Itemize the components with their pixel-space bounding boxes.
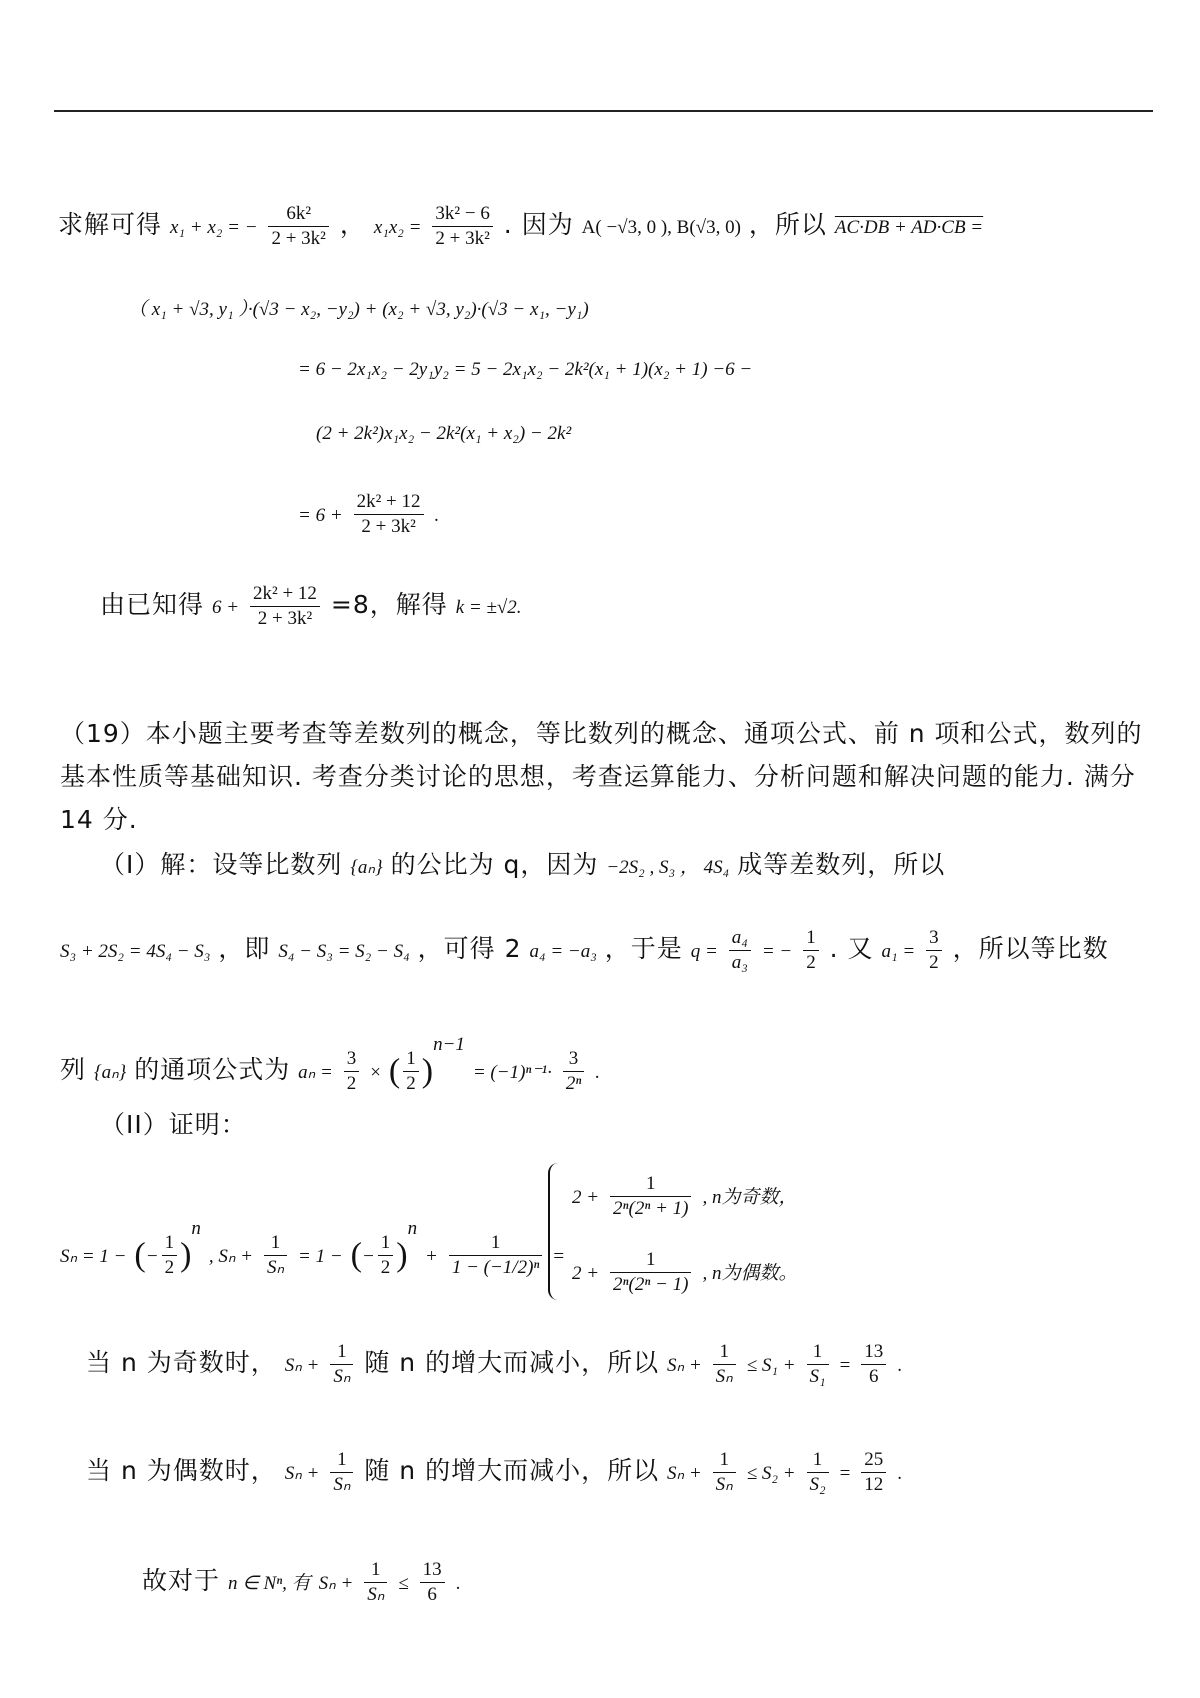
case-even: 2 + $\frac{1}{\text{2ⁿ(2ⁿ − 1)}}$ , n为偶数。: [572, 1249, 798, 1295]
vector-formula: AC·DB + AD·CB =: [834, 217, 984, 238]
fraction: $\frac{1}{\text{Sₙ}}$: [713, 1448, 736, 1497]
fraction: $\frac{25}{12}$: [861, 1448, 886, 1497]
formula: x₁x₂ =: [373, 217, 422, 238]
line-part-2: （II）证明：: [100, 1110, 247, 1139]
fraction: $\frac{13}{6}$: [420, 1558, 445, 1607]
line-general-term: 列 {aₙ} 的通项公式为 aₙ = $\frac{3}{2}$ × ( $\frac{1}{2}$ )$^{n-1}$ = (−1)ⁿ⁻¹· $\frac{3}{\text{2ⁿ}}$ .: [60, 1034, 600, 1094]
formula: x₁ + x₂ = −: [169, 217, 258, 238]
fraction: $\frac{3}{2}$: [926, 926, 942, 975]
fraction: $\frac{1}{2}$: [403, 1047, 419, 1096]
fraction: $\frac{1}{\text{1 − (−1/2)ⁿ}}$: [449, 1231, 543, 1280]
piecewise-brace: [548, 1163, 568, 1300]
case-odd: 2 + $\frac{1}{\text{2ⁿ(2ⁿ + 1)}}$ , n为奇数，: [572, 1173, 798, 1219]
fraction: $\frac{1}{2}$: [803, 926, 819, 975]
fraction: $\frac{13}{6}$: [861, 1340, 886, 1389]
fraction: $\frac{1}{\text{Sₙ}}$: [330, 1448, 353, 1497]
line-solve: 求解可得 x₁ + x₂ = − $\frac{\text{6k²}}{\text{2 + 3k²}}$ ， x₁x₂ = $\frac{\text{3k² − 6}}{\text{2 + 3k²}}$ . 因为 A( −√3, 0 ), B(√3, 0) ，所以 AC·DB + AD·CB =: [58, 203, 984, 249]
fraction: $\frac{3}{\text{2ⁿ}}$: [563, 1047, 584, 1096]
line-conclusion: 故对于 n ∈ Nⁿ, 有 Sₙ + $\frac{1}{\text{Sₙ}}$ ≤ $\frac{13}{6}$ .: [142, 1559, 461, 1605]
problem-19-intro: （19）本小题主要考查等差数列的概念，等比数列的概念、通项公式、前 n 项和公式，数列的基本性质等基础知识. 考查分类讨论的思想，考查运算能力、分析问题和解决问题的能力. 满分 14 分.: [60, 719, 1143, 834]
fraction: $\frac{\text{6k²}}{\text{2 + 3k²}}$: [268, 202, 328, 251]
fraction: $\frac{1}{\text{2ⁿ(2ⁿ − 1)}}$: [610, 1248, 691, 1297]
line-result: = 6 + $\frac{\text{2k² + 12}}{\text{2 + 3k²}}$ .: [298, 491, 440, 537]
fraction: $\frac{\text{2k² + 12}}{\text{2 + 3k²}}$: [354, 490, 424, 539]
fraction: $\frac{1}{\text{Sₙ}}$: [330, 1340, 353, 1389]
fraction: $\frac{1}{\text{Sₙ}}$: [713, 1340, 736, 1389]
fraction: $\frac{\text{a₄}}{\text{a₃}}$: [729, 926, 751, 975]
fraction: $\frac{1}{\text{2ⁿ(2ⁿ + 1)}}$: [610, 1172, 691, 1221]
formula: A( −√3, 0 ), B(√3, 0): [581, 217, 741, 238]
line-expand-2: (2 + 2k²)x₁x₂ − 2k²(x₁ + x₂) − 2k²: [316, 423, 572, 444]
fraction: $\frac{1}{\text{S₂}}$: [807, 1448, 829, 1497]
line-part-1: （I）解：设等比数列 {aₙ} 的公比为 q，因为 −2S₂ , S₃ ， 4S₄ 成等差数列，所以: [100, 850, 946, 879]
line-vectors: （ x₁ + √3, y₁ ）·(√3 − x₂, −y₂) + (x₂ + √3, y₂)·(√3 − x₁, −y₁): [128, 299, 589, 320]
line-k: 由已知得 6 + $\frac{\text{2k² + 12}}{\text{2 + 3k²}}$ =8，解得 k = ±√2.: [100, 583, 522, 629]
line-sn: Sₙ = 1 − (− $\frac{1}{2}$ )$^n$ , Sₙ + $\frac{1}{\text{Sₙ}}$ = 1 − (− $\frac{1}{2}$ )$^n$ + $\frac{1}{\text{1 − (−1/2)ⁿ}}$ =: [60, 1218, 565, 1278]
fraction: $\frac{1}{2}$: [162, 1231, 178, 1280]
header-rule: [54, 110, 1153, 112]
line-expand: = 6 − 2x₁x₂ − 2y₁y₂ = 5 − 2x₁x₂ − 2k²(x₁ + 1)(x₂ + 1) −6 −: [298, 359, 753, 380]
line-even-case: 当 n 为偶数时， Sₙ + $\frac{1}{\text{Sₙ}}$ 随 n 的增大而减小，所以 Sₙ + $\frac{1}{\text{Sₙ}}$ ≤ S₂ + $\frac{1}{\text{S₂}}$ = $\frac{25}{12}$ .: [86, 1449, 902, 1495]
fraction: $\frac{\text{2k² + 12}}{\text{2 + 3k²}}$: [250, 582, 320, 631]
fraction: $\frac{3}{2}$: [344, 1047, 360, 1096]
fraction: $\frac{1}{\text{S₁}}$: [807, 1340, 829, 1389]
line-ratio: S₃ + 2S₂ = 4S₄ − S₃ ，即 S₄ − S₃ = S₂ − S₄ ，可得 2 a₄ = −a₃ ，于是 q = $\frac{\text{a₄}}{\text{a₃}}$ = − $\frac{1}{2}$ . 又 a₁ = $\frac{3}{2}$ ，所以等比数: [60, 927, 1109, 973]
fraction: $\frac{1}{\text{Sₙ}}$: [264, 1231, 287, 1280]
line-odd-case: 当 n 为奇数时， Sₙ + $\frac{1}{\text{Sₙ}}$ 随 n 的增大而减小，所以 Sₙ + $\frac{1}{\text{Sₙ}}$ ≤ S₁ + $\frac{1}{\text{S₁}}$ = $\frac{13}{6}$ .: [86, 1341, 902, 1387]
fraction: $\frac{1}{2}$: [378, 1231, 394, 1280]
text: 求解可得: [58, 210, 163, 239]
fraction: $\frac{1}{\text{Sₙ}}$: [364, 1558, 387, 1607]
fraction: $\frac{\text{3k² − 6}}{\text{2 + 3k²}}$: [432, 202, 492, 251]
